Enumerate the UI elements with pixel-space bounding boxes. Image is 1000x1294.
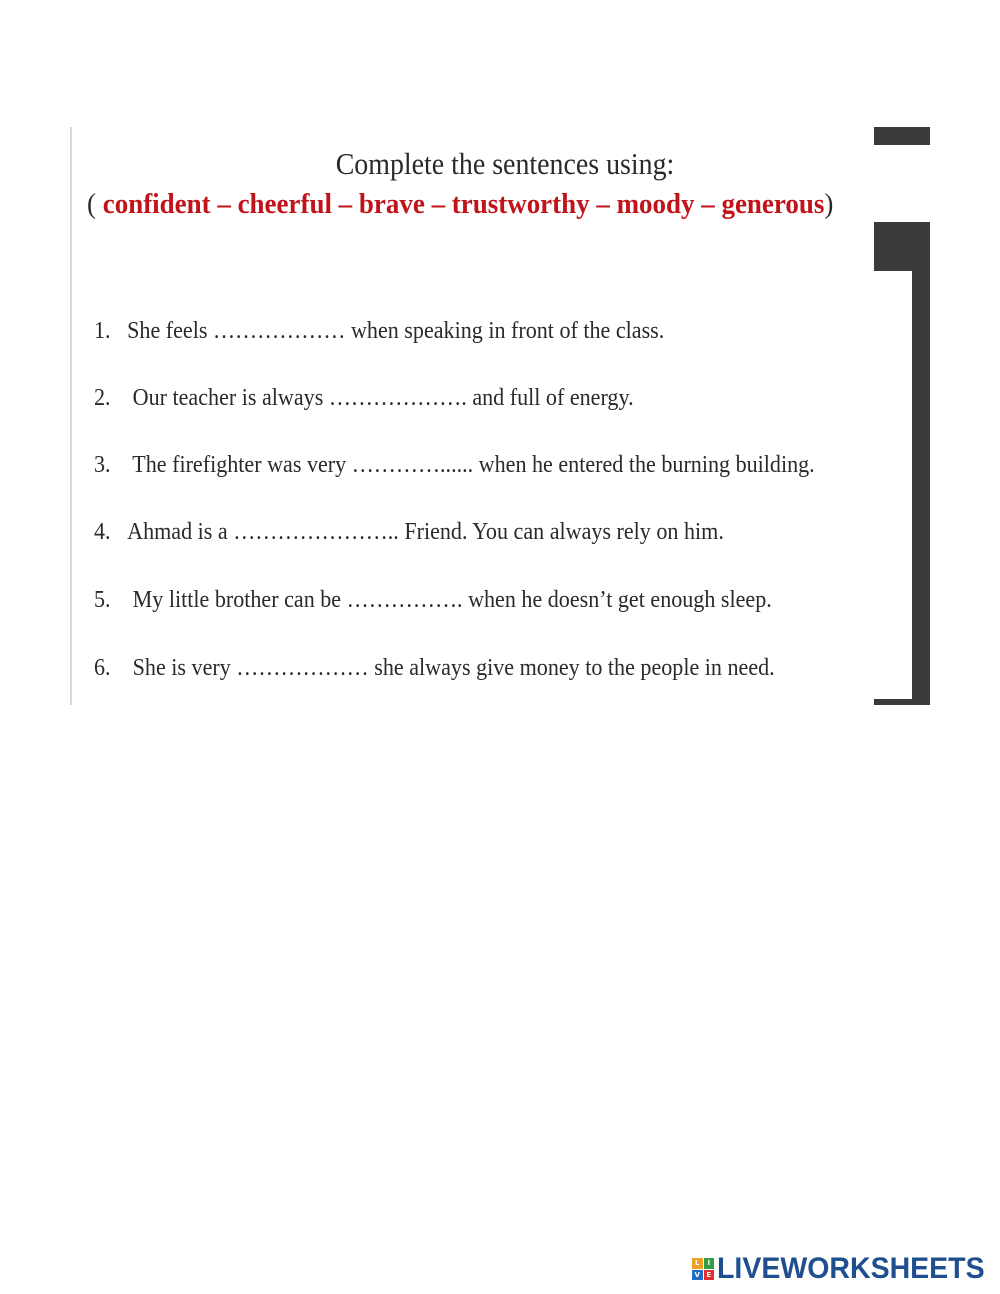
word-bank [87, 188, 833, 221]
word-bank-close-paren: ) [824, 188, 834, 220]
question-text: She feels ……………… when speaking in front of the class. [127, 318, 665, 344]
question-4 [94, 519, 724, 546]
question-number: 2. [94, 385, 111, 411]
question-text: My little brother can be ……………. when he doesn’t get enough sleep. [127, 587, 772, 613]
question-6 [94, 655, 775, 682]
word-bank-open-paren: ( [87, 188, 103, 220]
question-number: 4. [94, 519, 111, 545]
decor-bar-top [874, 127, 930, 145]
question-3 [94, 452, 815, 479]
mark-letter: E [704, 1270, 715, 1281]
question-text: Ahmad is a ………………….. Friend. You can always rely on him. [127, 519, 724, 545]
mark-letter: I [704, 1258, 715, 1269]
word-bank-words: confident – cheerful – brave – trustworthy – moody – generous [102, 188, 825, 220]
question-1 [94, 318, 664, 345]
worksheet-title: Complete the sentences using: [335, 146, 675, 181]
question-number: 6. [94, 655, 111, 681]
left-margin-rule [70, 127, 72, 705]
question-5 [94, 587, 772, 614]
question-number: 5. [94, 587, 111, 613]
question-2 [94, 385, 634, 412]
question-number: 1. [94, 318, 111, 344]
liveworksheets-mark-icon [692, 1258, 714, 1280]
question-text: Our teacher is always ………………. and full of energy. [127, 385, 634, 411]
liveworksheets-logo [692, 1252, 999, 1286]
brand-name: LIVEWORKSHEETS [717, 1252, 985, 1285]
decor-bar-vertical [912, 222, 930, 705]
decor-bar-bottom [874, 699, 930, 705]
question-text: She is very ……………… she always give money to the people in need. [127, 655, 775, 681]
mark-letter: L [692, 1258, 703, 1269]
question-text: The firefighter was very …………...... when he entered the burning building. [127, 452, 815, 478]
question-number: 3. [94, 452, 111, 478]
mark-letter: V [692, 1270, 703, 1281]
